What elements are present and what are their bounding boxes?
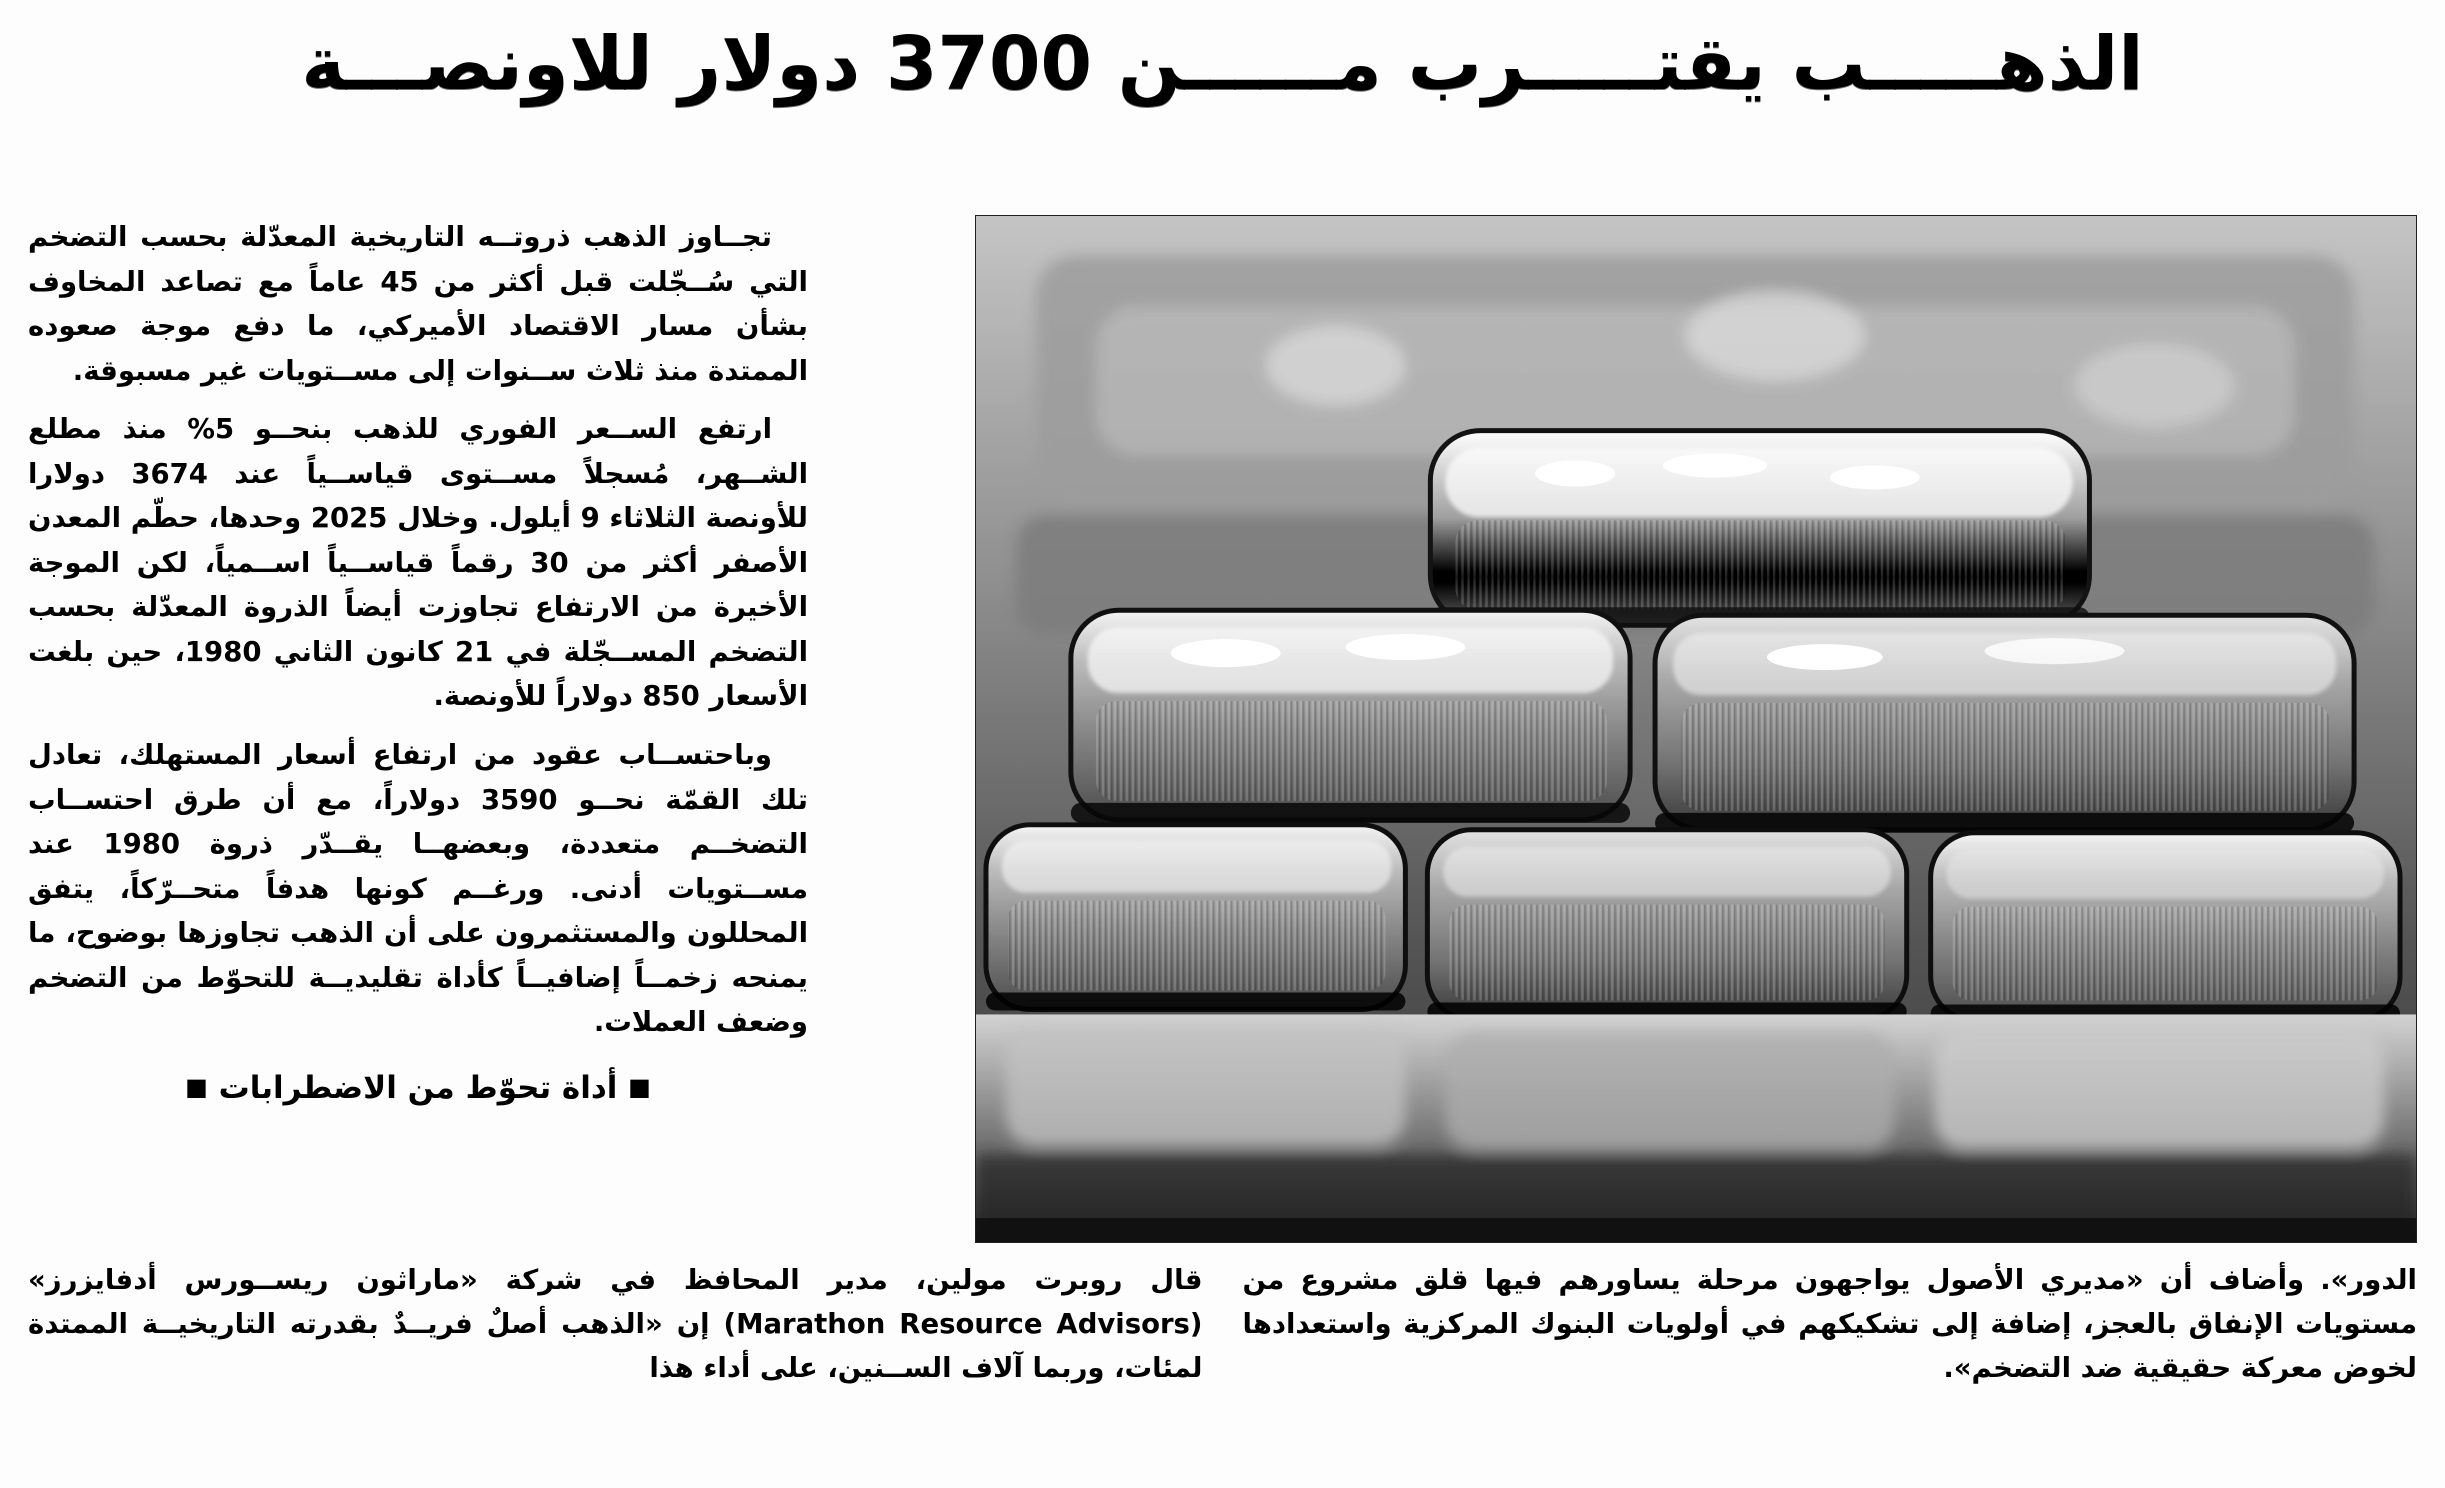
article-subheading bbox=[28, 1063, 808, 1113]
bottom-column-left bbox=[1243, 1258, 2418, 1458]
article-subheading-label: أداة تحوّط من الاضطرابات bbox=[218, 1069, 618, 1106]
article-paragraph: تجــاوز الذهب ذروتــه التاريخية المعدّلة بحسب التضخم التي سُــجّلت قبل أكثر من 45 عاماً مع تصاعد المخاوف بشأن مسار الاقتصاد الأميركي، ما دفع موجة صعوده الممتدة منذ ثلاث ســنوات إلى مســتويات غير مسبوقة. bbox=[28, 221, 808, 387]
bullet-square-icon-2: ■ bbox=[185, 1072, 208, 1101]
bottom-paragraph-right: قال روبرت مولين، مدير المحافظ في شركة «ماراثون ريســورس أدفايزرز» (Marathon Resource Advisors) إن «الذهب أصلٌ فريــدٌ بقدرته التاريخيــة الممتدة لمئات، وربما آلاف الســنين، على أداء هذا bbox=[28, 1264, 1203, 1384]
gold-bars-illustration bbox=[976, 216, 2416, 1242]
bullet-square-icon: ■ bbox=[628, 1072, 651, 1101]
photo-column bbox=[834, 215, 2417, 1245]
article-body bbox=[28, 215, 2417, 1245]
article-paragraph: وباحتســاب عقود من ارتفاع أسعار المستهلك، تعادل تلك القمّة نحــو 3590 دولاراً، مع أن طرق احتســاب التضخــم متعددة، وبعضهــا يقــدّر ذروة 1980 عند مســتويات أدنى. ورغــم كونها هدفاً متحــرّكاً، يتفق المحللون والمستثمرون على أن الذهب تجاوزها بوضوح، ما يمنحه زخمــاً إضافيــاً كأداة تقليديــة للتحوّط من التضخم وضعف العملات. bbox=[28, 739, 808, 1039]
article-bottom-columns bbox=[28, 1258, 2417, 1458]
article-text-column bbox=[28, 215, 808, 1245]
bottom-column-right bbox=[28, 1258, 1203, 1458]
bottom-paragraph-left: الدور». وأضاف أن «مديري الأصول يواجهون مرحلة يساورهم فيها قلق مشروع من مستويات الإنفاق بالعجز، إضافة إلى تشكيكهم في أولويات البنوك المركزية واستعدادها لخوض معركة حقيقية ضد التضخم». bbox=[1242, 1264, 2417, 1384]
article-paragraph: ارتفع الســعر الفوري للذهب بنحــو 5% منذ مطلع الشــهر، مُسجلاً مســتوى قياســياً عند 3674 دولارا للأونصة الثلاثاء 9 أيلول. وخلال 2025 وحدها، حطّم المعدن الأصفر أكثر من 30 رقماً قياســياً اســمياً، لكن الموجة الأخيرة من الارتفاع تجاوزت أيضاً الذروة المعدّلة بحسب التضخم المســجّلة في 21 كانون الثاني 1980، حين بلغت الأسعار 850 دولاراً للأونصة. bbox=[28, 413, 809, 713]
gold-bars-photo bbox=[975, 215, 2417, 1243]
page-title: الذهـــــب يقتـــــرب مــــــن 3700 دولار للاونصـــة bbox=[301, 21, 2144, 107]
